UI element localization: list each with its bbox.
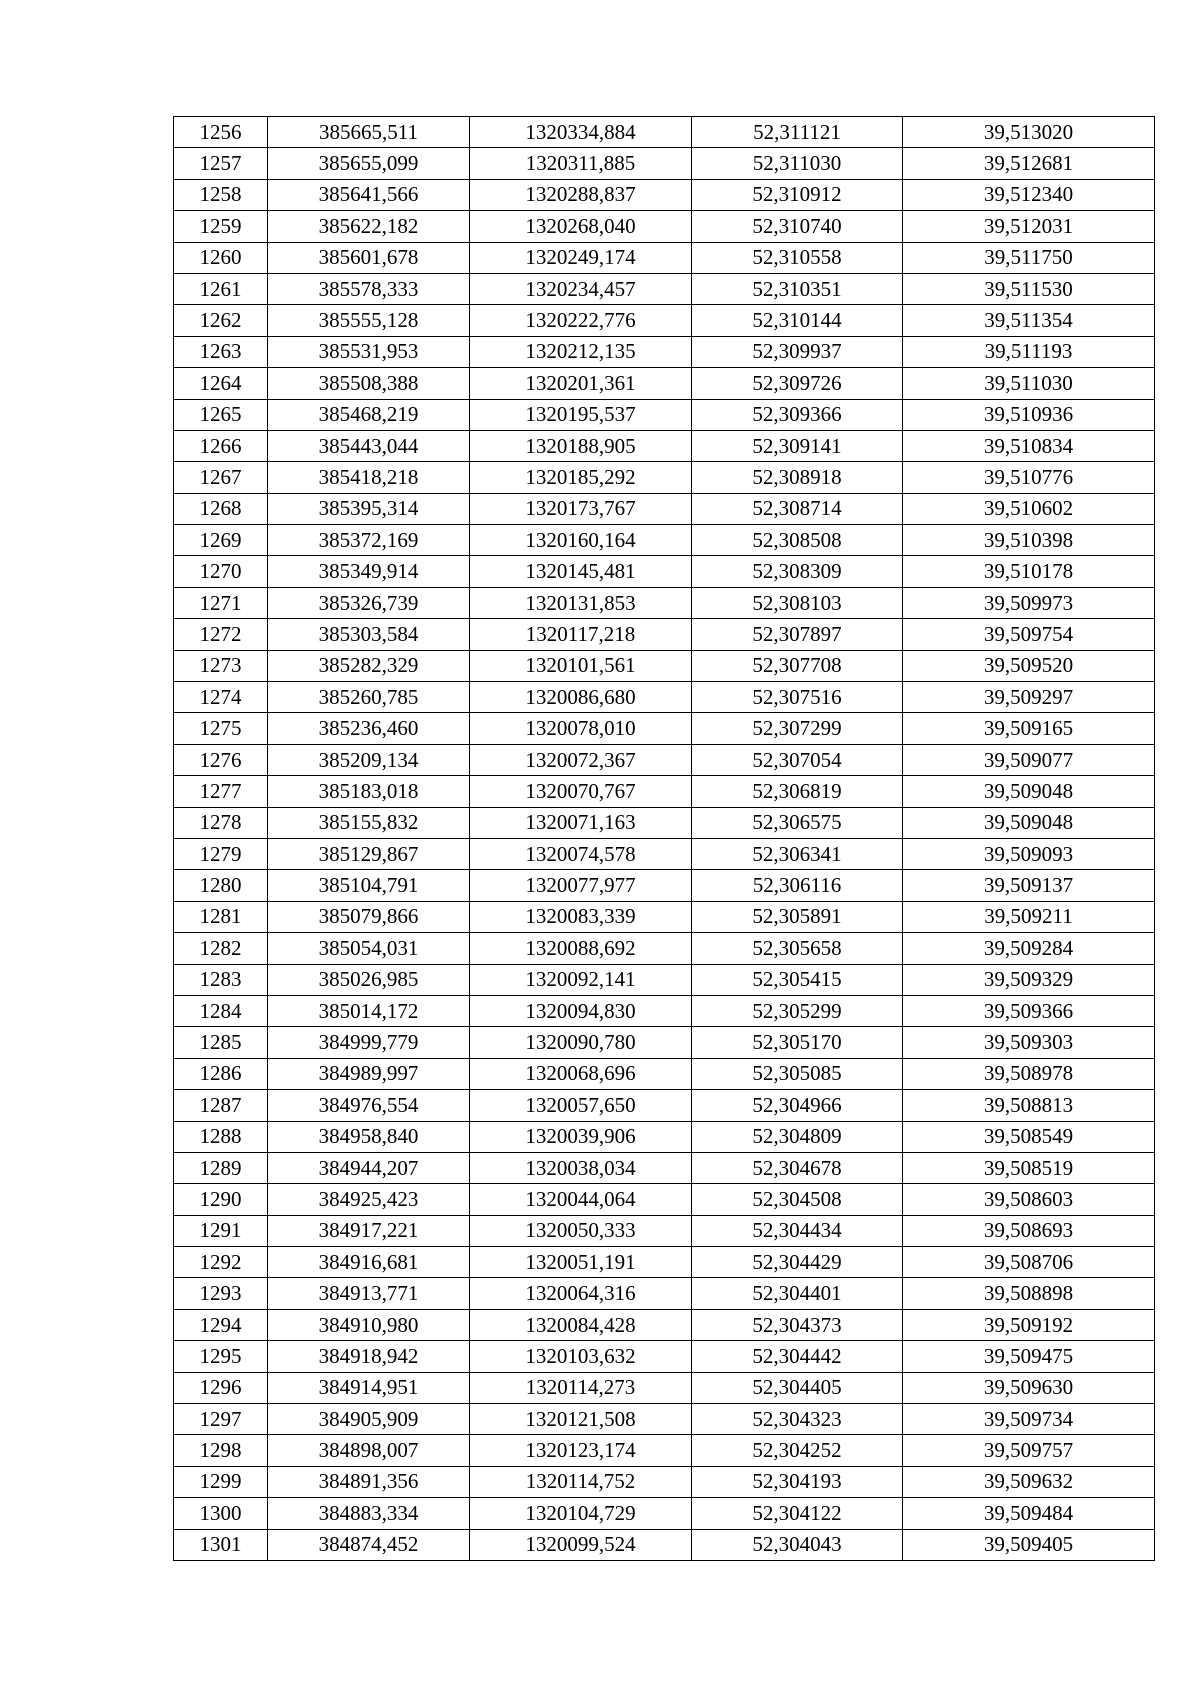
y-coordinate-cell: 1320173,767 [470, 493, 692, 524]
longitude-cell: 39,512340 [903, 179, 1155, 210]
x-coordinate-cell: 384958,840 [268, 1121, 470, 1152]
x-coordinate-cell: 385209,134 [268, 744, 470, 775]
x-coordinate-cell: 384989,997 [268, 1058, 470, 1089]
y-coordinate-cell: 1320071,163 [470, 807, 692, 838]
table-row [174, 305, 1155, 336]
table-row [174, 525, 1155, 556]
point-number-cell: 1277 [174, 776, 268, 807]
point-number-cell: 1283 [174, 964, 268, 995]
longitude-cell: 39,508549 [903, 1121, 1155, 1152]
y-coordinate-cell: 1320268,040 [470, 211, 692, 242]
table-row [174, 1372, 1155, 1403]
longitude-cell: 39,509284 [903, 933, 1155, 964]
table-row [174, 682, 1155, 713]
longitude-cell: 39,508898 [903, 1278, 1155, 1309]
y-coordinate-cell: 1320101,561 [470, 650, 692, 681]
longitude-cell: 39,511750 [903, 242, 1155, 273]
table-row [174, 776, 1155, 807]
longitude-cell: 39,509048 [903, 807, 1155, 838]
latitude-cell: 52,308918 [692, 462, 903, 493]
x-coordinate-cell: 385349,914 [268, 556, 470, 587]
point-number-cell: 1279 [174, 838, 268, 869]
latitude-cell: 52,308103 [692, 587, 903, 618]
y-coordinate-cell: 1320086,680 [470, 682, 692, 713]
point-number-cell: 1288 [174, 1121, 268, 1152]
point-number-cell: 1285 [174, 1027, 268, 1058]
latitude-cell: 52,305299 [692, 995, 903, 1026]
y-coordinate-cell: 1320050,333 [470, 1215, 692, 1246]
point-number-cell: 1286 [174, 1058, 268, 1089]
table-row [174, 1090, 1155, 1121]
point-number-cell: 1281 [174, 901, 268, 932]
y-coordinate-cell: 1320222,776 [470, 305, 692, 336]
x-coordinate-cell: 385026,985 [268, 964, 470, 995]
y-coordinate-cell: 1320311,885 [470, 148, 692, 179]
longitude-cell: 39,509297 [903, 682, 1155, 713]
latitude-cell: 52,310144 [692, 305, 903, 336]
x-coordinate-cell: 385155,832 [268, 807, 470, 838]
table-row [174, 1341, 1155, 1372]
y-coordinate-cell: 1320057,650 [470, 1090, 692, 1121]
x-coordinate-cell: 385578,333 [268, 273, 470, 304]
point-number-cell: 1287 [174, 1090, 268, 1121]
x-coordinate-cell: 384874,452 [268, 1529, 470, 1560]
table-row [174, 995, 1155, 1026]
y-coordinate-cell: 1320078,010 [470, 713, 692, 744]
table-row [174, 493, 1155, 524]
table-row [174, 1027, 1155, 1058]
longitude-cell: 39,508813 [903, 1090, 1155, 1121]
latitude-cell: 52,304373 [692, 1309, 903, 1340]
latitude-cell: 52,304429 [692, 1247, 903, 1278]
latitude-cell: 52,304966 [692, 1090, 903, 1121]
x-coordinate-cell: 385395,314 [268, 493, 470, 524]
point-number-cell: 1295 [174, 1341, 268, 1372]
point-number-cell: 1263 [174, 336, 268, 367]
point-number-cell: 1299 [174, 1466, 268, 1497]
y-coordinate-cell: 1320094,830 [470, 995, 692, 1026]
x-coordinate-cell: 385303,584 [268, 619, 470, 650]
y-coordinate-cell: 1320077,977 [470, 870, 692, 901]
latitude-cell: 52,304405 [692, 1372, 903, 1403]
point-number-cell: 1291 [174, 1215, 268, 1246]
longitude-cell: 39,511530 [903, 273, 1155, 304]
longitude-cell: 39,509165 [903, 713, 1155, 744]
y-coordinate-cell: 1320051,191 [470, 1247, 692, 1278]
latitude-cell: 52,306341 [692, 838, 903, 869]
y-coordinate-cell: 1320114,273 [470, 1372, 692, 1403]
point-number-cell: 1275 [174, 713, 268, 744]
table-row [174, 1498, 1155, 1529]
point-number-cell: 1294 [174, 1309, 268, 1340]
point-number-cell: 1256 [174, 117, 268, 148]
longitude-cell: 39,508603 [903, 1184, 1155, 1215]
latitude-cell: 52,308508 [692, 525, 903, 556]
table-row [174, 587, 1155, 618]
longitude-cell: 39,513020 [903, 117, 1155, 148]
x-coordinate-cell: 385014,172 [268, 995, 470, 1026]
y-coordinate-cell: 1320074,578 [470, 838, 692, 869]
x-coordinate-cell: 385260,785 [268, 682, 470, 713]
latitude-cell: 52,304323 [692, 1404, 903, 1435]
y-coordinate-cell: 1320064,316 [470, 1278, 692, 1309]
latitude-cell: 52,305891 [692, 901, 903, 932]
point-number-cell: 1268 [174, 493, 268, 524]
table-row [174, 744, 1155, 775]
table-row [174, 462, 1155, 493]
latitude-cell: 52,304122 [692, 1498, 903, 1529]
point-number-cell: 1290 [174, 1184, 268, 1215]
table-row [174, 336, 1155, 367]
point-number-cell: 1267 [174, 462, 268, 493]
table-row [174, 430, 1155, 461]
latitude-cell: 52,304193 [692, 1466, 903, 1497]
x-coordinate-cell: 384898,007 [268, 1435, 470, 1466]
x-coordinate-cell: 385622,182 [268, 211, 470, 242]
longitude-cell: 39,508706 [903, 1247, 1155, 1278]
point-number-cell: 1300 [174, 1498, 268, 1529]
table-row [174, 399, 1155, 430]
latitude-cell: 52,304678 [692, 1152, 903, 1183]
x-coordinate-cell: 385326,739 [268, 587, 470, 618]
table-row [174, 1309, 1155, 1340]
longitude-cell: 39,510936 [903, 399, 1155, 430]
longitude-cell: 39,509973 [903, 587, 1155, 618]
y-coordinate-cell: 1320334,884 [470, 117, 692, 148]
table-row [174, 117, 1155, 148]
table-row [174, 1435, 1155, 1466]
longitude-cell: 39,509048 [903, 776, 1155, 807]
latitude-cell: 52,309937 [692, 336, 903, 367]
longitude-cell: 39,508519 [903, 1152, 1155, 1183]
latitude-cell: 52,308309 [692, 556, 903, 587]
point-number-cell: 1280 [174, 870, 268, 901]
longitude-cell: 39,510602 [903, 493, 1155, 524]
x-coordinate-cell: 384976,554 [268, 1090, 470, 1121]
point-number-cell: 1270 [174, 556, 268, 587]
latitude-cell: 52,304809 [692, 1121, 903, 1152]
y-coordinate-cell: 1320090,780 [470, 1027, 692, 1058]
longitude-cell: 39,511193 [903, 336, 1155, 367]
x-coordinate-cell: 384917,221 [268, 1215, 470, 1246]
latitude-cell: 52,309366 [692, 399, 903, 430]
point-number-cell: 1261 [174, 273, 268, 304]
table-row [174, 1121, 1155, 1152]
x-coordinate-cell: 385443,044 [268, 430, 470, 461]
table-row [174, 1529, 1155, 1560]
x-coordinate-cell: 385282,329 [268, 650, 470, 681]
table-row [174, 838, 1155, 869]
x-coordinate-cell: 385079,866 [268, 901, 470, 932]
point-number-cell: 1293 [174, 1278, 268, 1309]
point-number-cell: 1298 [174, 1435, 268, 1466]
latitude-cell: 52,305415 [692, 964, 903, 995]
table-row [174, 901, 1155, 932]
x-coordinate-cell: 385641,566 [268, 179, 470, 210]
y-coordinate-cell: 1320201,361 [470, 368, 692, 399]
latitude-cell: 52,307708 [692, 650, 903, 681]
x-coordinate-cell: 384944,207 [268, 1152, 470, 1183]
x-coordinate-cell: 385054,031 [268, 933, 470, 964]
y-coordinate-cell: 1320114,752 [470, 1466, 692, 1497]
point-number-cell: 1266 [174, 430, 268, 461]
point-number-cell: 1257 [174, 148, 268, 179]
latitude-cell: 52,309726 [692, 368, 903, 399]
y-coordinate-cell: 1320088,692 [470, 933, 692, 964]
longitude-cell: 39,509303 [903, 1027, 1155, 1058]
y-coordinate-cell: 1320104,729 [470, 1498, 692, 1529]
point-number-cell: 1278 [174, 807, 268, 838]
latitude-cell: 52,311030 [692, 148, 903, 179]
x-coordinate-cell: 385104,791 [268, 870, 470, 901]
longitude-cell: 39,508693 [903, 1215, 1155, 1246]
point-number-cell: 1289 [174, 1152, 268, 1183]
longitude-cell: 39,509366 [903, 995, 1155, 1026]
y-coordinate-cell: 1320121,508 [470, 1404, 692, 1435]
point-number-cell: 1258 [174, 179, 268, 210]
y-coordinate-cell: 1320288,837 [470, 179, 692, 210]
point-number-cell: 1260 [174, 242, 268, 273]
table-row [174, 933, 1155, 964]
latitude-cell: 52,310558 [692, 242, 903, 273]
point-number-cell: 1264 [174, 368, 268, 399]
latitude-cell: 52,304252 [692, 1435, 903, 1466]
latitude-cell: 52,307516 [692, 682, 903, 713]
longitude-cell: 39,509475 [903, 1341, 1155, 1372]
latitude-cell: 52,307897 [692, 619, 903, 650]
latitude-cell: 52,305085 [692, 1058, 903, 1089]
longitude-cell: 39,511354 [903, 305, 1155, 336]
point-number-cell: 1259 [174, 211, 268, 242]
y-coordinate-cell: 1320099,524 [470, 1529, 692, 1560]
longitude-cell: 39,509632 [903, 1466, 1155, 1497]
x-coordinate-cell: 385129,867 [268, 838, 470, 869]
point-number-cell: 1272 [174, 619, 268, 650]
x-coordinate-cell: 384913,771 [268, 1278, 470, 1309]
longitude-cell: 39,509754 [903, 619, 1155, 650]
y-coordinate-cell: 1320249,174 [470, 242, 692, 273]
longitude-cell: 39,509211 [903, 901, 1155, 932]
table-row [174, 211, 1155, 242]
table-row [174, 1466, 1155, 1497]
point-number-cell: 1276 [174, 744, 268, 775]
point-number-cell: 1271 [174, 587, 268, 618]
latitude-cell: 52,306116 [692, 870, 903, 901]
longitude-cell: 39,509630 [903, 1372, 1155, 1403]
latitude-cell: 52,306819 [692, 776, 903, 807]
longitude-cell: 39,510776 [903, 462, 1155, 493]
y-coordinate-cell: 1320234,457 [470, 273, 692, 304]
x-coordinate-cell: 384910,980 [268, 1309, 470, 1340]
latitude-cell: 52,305658 [692, 933, 903, 964]
table-row [174, 650, 1155, 681]
table-row [174, 179, 1155, 210]
table-row [174, 1215, 1155, 1246]
latitude-cell: 52,309141 [692, 430, 903, 461]
latitude-cell: 52,308714 [692, 493, 903, 524]
latitude-cell: 52,310912 [692, 179, 903, 210]
latitude-cell: 52,304434 [692, 1215, 903, 1246]
x-coordinate-cell: 385183,018 [268, 776, 470, 807]
table-row [174, 1278, 1155, 1309]
x-coordinate-cell: 385372,169 [268, 525, 470, 556]
x-coordinate-cell: 384905,909 [268, 1404, 470, 1435]
longitude-cell: 39,509093 [903, 838, 1155, 869]
x-coordinate-cell: 384918,942 [268, 1341, 470, 1372]
latitude-cell: 52,304401 [692, 1278, 903, 1309]
longitude-cell: 39,509757 [903, 1435, 1155, 1466]
x-coordinate-cell: 384999,779 [268, 1027, 470, 1058]
table-row [174, 273, 1155, 304]
longitude-cell: 39,510398 [903, 525, 1155, 556]
longitude-cell: 39,509520 [903, 650, 1155, 681]
x-coordinate-cell: 385418,218 [268, 462, 470, 493]
x-coordinate-cell: 384916,681 [268, 1247, 470, 1278]
longitude-cell: 39,512031 [903, 211, 1155, 242]
x-coordinate-cell: 385531,953 [268, 336, 470, 367]
x-coordinate-cell: 384925,423 [268, 1184, 470, 1215]
longitude-cell: 39,510834 [903, 430, 1155, 461]
table-row [174, 807, 1155, 838]
x-coordinate-cell: 385601,678 [268, 242, 470, 273]
point-number-cell: 1301 [174, 1529, 268, 1560]
y-coordinate-cell: 1320145,481 [470, 556, 692, 587]
point-number-cell: 1297 [174, 1404, 268, 1435]
y-coordinate-cell: 1320160,164 [470, 525, 692, 556]
x-coordinate-cell: 384914,951 [268, 1372, 470, 1403]
point-number-cell: 1262 [174, 305, 268, 336]
longitude-cell: 39,509137 [903, 870, 1155, 901]
latitude-cell: 52,304043 [692, 1529, 903, 1560]
table-row [174, 1058, 1155, 1089]
y-coordinate-cell: 1320083,339 [470, 901, 692, 932]
x-coordinate-cell: 384891,356 [268, 1466, 470, 1497]
table-row [174, 713, 1155, 744]
longitude-cell: 39,512681 [903, 148, 1155, 179]
point-number-cell: 1273 [174, 650, 268, 681]
latitude-cell: 52,310740 [692, 211, 903, 242]
table-row [174, 1247, 1155, 1278]
longitude-cell: 39,509734 [903, 1404, 1155, 1435]
longitude-cell: 39,509192 [903, 1309, 1155, 1340]
table-row [174, 148, 1155, 179]
x-coordinate-cell: 385655,099 [268, 148, 470, 179]
point-number-cell: 1292 [174, 1247, 268, 1278]
latitude-cell: 52,311121 [692, 117, 903, 148]
y-coordinate-cell: 1320038,034 [470, 1152, 692, 1183]
table-row [174, 242, 1155, 273]
y-coordinate-cell: 1320084,428 [470, 1309, 692, 1340]
latitude-cell: 52,307299 [692, 713, 903, 744]
y-coordinate-cell: 1320212,135 [470, 336, 692, 367]
y-coordinate-cell: 1320044,064 [470, 1184, 692, 1215]
y-coordinate-cell: 1320072,367 [470, 744, 692, 775]
y-coordinate-cell: 1320070,767 [470, 776, 692, 807]
longitude-cell: 39,509077 [903, 744, 1155, 775]
latitude-cell: 52,306575 [692, 807, 903, 838]
point-number-cell: 1274 [174, 682, 268, 713]
coordinates-table-body [174, 117, 1155, 1561]
table-row [174, 964, 1155, 995]
latitude-cell: 52,304442 [692, 1341, 903, 1372]
coordinates-table [173, 116, 1155, 1561]
longitude-cell: 39,510178 [903, 556, 1155, 587]
table-row [174, 619, 1155, 650]
x-coordinate-cell: 385665,511 [268, 117, 470, 148]
table-row [174, 556, 1155, 587]
point-number-cell: 1282 [174, 933, 268, 964]
y-coordinate-cell: 1320188,905 [470, 430, 692, 461]
table-row [174, 368, 1155, 399]
x-coordinate-cell: 385555,128 [268, 305, 470, 336]
longitude-cell: 39,508978 [903, 1058, 1155, 1089]
latitude-cell: 52,304508 [692, 1184, 903, 1215]
x-coordinate-cell: 384883,334 [268, 1498, 470, 1529]
x-coordinate-cell: 385508,388 [268, 368, 470, 399]
y-coordinate-cell: 1320103,632 [470, 1341, 692, 1372]
longitude-cell: 39,509405 [903, 1529, 1155, 1560]
table-row [174, 870, 1155, 901]
point-number-cell: 1296 [174, 1372, 268, 1403]
table-row [174, 1404, 1155, 1435]
x-coordinate-cell: 385236,460 [268, 713, 470, 744]
y-coordinate-cell: 1320117,218 [470, 619, 692, 650]
y-coordinate-cell: 1320195,537 [470, 399, 692, 430]
y-coordinate-cell: 1320185,292 [470, 462, 692, 493]
point-number-cell: 1269 [174, 525, 268, 556]
table-row [174, 1184, 1155, 1215]
y-coordinate-cell: 1320068,696 [470, 1058, 692, 1089]
y-coordinate-cell: 1320039,906 [470, 1121, 692, 1152]
y-coordinate-cell: 1320092,141 [470, 964, 692, 995]
y-coordinate-cell: 1320131,853 [470, 587, 692, 618]
latitude-cell: 52,305170 [692, 1027, 903, 1058]
longitude-cell: 39,511030 [903, 368, 1155, 399]
longitude-cell: 39,509484 [903, 1498, 1155, 1529]
x-coordinate-cell: 385468,219 [268, 399, 470, 430]
longitude-cell: 39,509329 [903, 964, 1155, 995]
latitude-cell: 52,310351 [692, 273, 903, 304]
y-coordinate-cell: 1320123,174 [470, 1435, 692, 1466]
table-row [174, 1152, 1155, 1183]
latitude-cell: 52,307054 [692, 744, 903, 775]
point-number-cell: 1284 [174, 995, 268, 1026]
point-number-cell: 1265 [174, 399, 268, 430]
